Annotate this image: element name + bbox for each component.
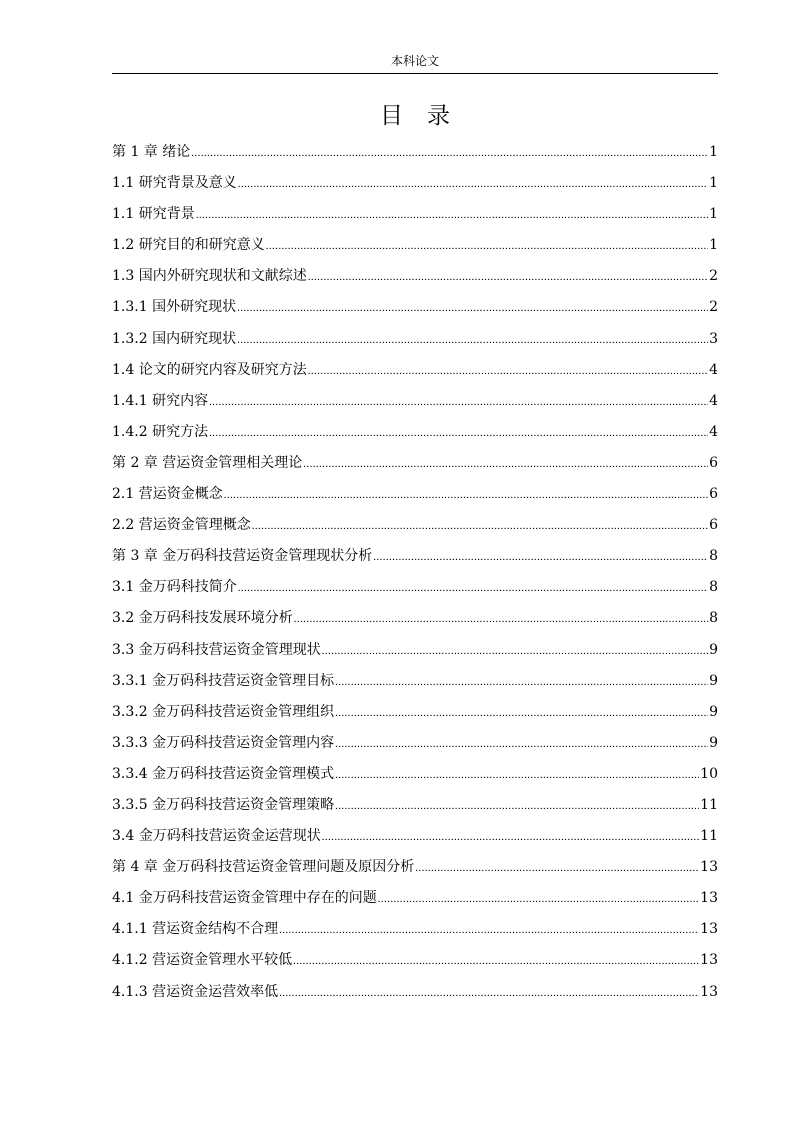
page-header-text: 本科论文 xyxy=(390,54,439,68)
toc-dot-leader xyxy=(415,853,699,884)
toc-entry-page-number: 4 xyxy=(709,361,718,378)
toc-entry[interactable] xyxy=(112,603,718,634)
toc-entry-label: 1.4 论文的研究内容及研究方法 xyxy=(112,361,307,378)
toc-entry-page-number: 4 xyxy=(709,423,718,440)
toc-entry-label: 1.1 研究背景 xyxy=(112,206,195,223)
toc-entry-page-number: 11 xyxy=(700,828,718,845)
toc-dot-leader xyxy=(252,511,708,542)
toc-entry[interactable] xyxy=(112,479,718,510)
toc-entry-label: 4.1.1 营运资金结构不合理 xyxy=(112,921,279,938)
toc-entry-page-number: 11 xyxy=(700,796,718,813)
toc-dot-leader xyxy=(266,231,708,262)
toc-dot-leader xyxy=(335,667,708,698)
table-of-contents xyxy=(112,137,718,1008)
toc-entry-label: 4.1.2 营运资金管理水平较低 xyxy=(112,952,293,969)
toc-entry-page-number: 10 xyxy=(700,765,718,782)
toc-entry-label: 1.4.1 研究内容 xyxy=(112,392,209,409)
toc-entry-page-number: 9 xyxy=(709,703,718,720)
toc-entry[interactable] xyxy=(112,261,718,292)
toc-entry[interactable] xyxy=(112,945,718,976)
toc-dot-leader xyxy=(303,449,708,480)
toc-entry-label: 1.4.2 研究方法 xyxy=(112,423,209,440)
toc-entry[interactable] xyxy=(112,883,718,914)
toc-entry-page-number: 1 xyxy=(709,175,718,192)
toc-entry-page-number: 6 xyxy=(709,517,718,534)
toc-entry-page-number: 8 xyxy=(709,548,718,565)
toc-dot-leader xyxy=(279,915,699,946)
toc-entry-label: 第 3 章 金万码科技营运资金管理现状分析 xyxy=(112,548,373,565)
toc-dot-leader xyxy=(322,822,699,853)
page-header xyxy=(112,52,718,74)
toc-dot-leader xyxy=(191,138,708,169)
toc-entry[interactable] xyxy=(112,759,718,790)
toc-entry-label: 3.3.1 金万码科技营运资金管理目标 xyxy=(112,672,335,689)
toc-entry-page-number: 6 xyxy=(709,486,718,503)
toc-entry-label: 3.3.3 金万码科技营运资金管理内容 xyxy=(112,734,335,751)
toc-entry[interactable] xyxy=(112,137,718,168)
toc-entry[interactable] xyxy=(112,790,718,821)
toc-entry-label: 3.3.5 金万码科技营运资金管理策略 xyxy=(112,796,335,813)
toc-entry-page-number: 4 xyxy=(709,392,718,409)
toc-entry[interactable] xyxy=(112,977,718,1008)
toc-dot-leader xyxy=(378,884,699,915)
toc-entry[interactable] xyxy=(112,199,718,230)
toc-entry-page-number: 1 xyxy=(709,237,718,254)
toc-entry-label: 1.2 研究目的和研究意义 xyxy=(112,237,265,254)
toc-entry[interactable] xyxy=(112,852,718,883)
toc-entry-label: 2.2 营运资金管理概念 xyxy=(112,517,251,534)
toc-entry-label: 第 1 章 绪论 xyxy=(112,144,191,160)
toc-entry[interactable] xyxy=(112,541,718,572)
toc-dot-leader xyxy=(196,200,708,231)
toc-entry-label: 4.1.3 营运资金运营效率低 xyxy=(112,983,279,1000)
toc-entry[interactable] xyxy=(112,168,718,199)
toc-entry-page-number: 1 xyxy=(709,144,718,160)
toc-dot-leader xyxy=(335,760,699,791)
toc-entry-label: 1.3.2 国内研究现状 xyxy=(112,330,237,347)
toc-dot-leader xyxy=(335,698,708,729)
toc-entry-page-number: 9 xyxy=(709,734,718,751)
toc-entry[interactable] xyxy=(112,448,718,479)
toc-entry-label: 3.2 金万码科技发展环境分析 xyxy=(112,610,293,627)
toc-dot-leader xyxy=(294,604,708,635)
toc-entry[interactable] xyxy=(112,697,718,728)
toc-entry[interactable] xyxy=(112,666,718,697)
toc-title: 目录 xyxy=(380,103,474,129)
toc-dot-leader xyxy=(279,978,699,1009)
toc-dot-leader xyxy=(238,169,708,200)
toc-entry-label: 4.1 金万码科技营运资金管理中存在的问题 xyxy=(112,890,377,907)
toc-entry[interactable] xyxy=(112,386,718,417)
toc-entry-page-number: 13 xyxy=(700,859,718,876)
toc-entry[interactable] xyxy=(112,635,718,666)
toc-entry-label: 1.3 国内外研究现状和文献综述 xyxy=(112,268,307,285)
toc-entry-page-number: 3 xyxy=(709,330,718,347)
toc-entry-label: 3.3.4 金万码科技营运资金管理模式 xyxy=(112,765,335,782)
toc-entry-label: 3.3.2 金万码科技营运资金管理组织 xyxy=(112,703,335,720)
toc-dot-leader xyxy=(224,480,708,511)
toc-dot-leader xyxy=(335,729,708,760)
toc-entry[interactable] xyxy=(112,355,718,386)
toc-entry-page-number: 1 xyxy=(709,206,718,223)
toc-entry-page-number: 8 xyxy=(709,610,718,627)
toc-entry-page-number: 13 xyxy=(700,921,718,938)
toc-dot-leader xyxy=(238,573,708,604)
toc-dot-leader xyxy=(237,293,708,324)
toc-entry[interactable] xyxy=(112,510,718,541)
toc-entry-label: 2.1 营运资金概念 xyxy=(112,486,223,503)
toc-entry-label: 第 2 章 营运资金管理相关理论 xyxy=(112,454,303,471)
toc-entry[interactable] xyxy=(112,417,718,448)
toc-entry-page-number: 13 xyxy=(700,952,718,969)
toc-entry-label: 3.3 金万码科技营运资金管理现状 xyxy=(112,641,321,658)
toc-entry-page-number: 2 xyxy=(709,268,718,285)
toc-entry[interactable] xyxy=(112,914,718,945)
toc-dot-leader xyxy=(209,418,708,449)
toc-entry-page-number: 13 xyxy=(700,983,718,1000)
toc-dot-leader xyxy=(335,791,699,822)
toc-dot-leader xyxy=(209,387,708,418)
toc-entry-page-number: 2 xyxy=(709,299,718,316)
toc-dot-leader xyxy=(293,946,699,977)
toc-entry[interactable] xyxy=(112,292,718,323)
toc-entry-page-number: 8 xyxy=(709,579,718,596)
toc-entry-label: 3.4 金万码科技营运资金运营现状 xyxy=(112,828,321,845)
toc-entry[interactable] xyxy=(112,821,718,852)
toc-entry-page-number: 6 xyxy=(709,454,718,471)
toc-entry-page-number: 9 xyxy=(709,641,718,658)
toc-entry[interactable] xyxy=(112,230,718,261)
toc-entry-label: 1.1 研究背景及意义 xyxy=(112,175,237,192)
toc-dot-leader xyxy=(373,542,708,573)
toc-entry[interactable] xyxy=(112,324,718,355)
toc-entry-label: 1.3.1 国外研究现状 xyxy=(112,299,237,316)
toc-entry-label: 3.1 金万码科技简介 xyxy=(112,579,237,596)
toc-dot-leader xyxy=(308,356,708,387)
toc-entry-page-number: 13 xyxy=(700,890,718,907)
toc-dot-leader xyxy=(308,262,708,293)
toc-entry[interactable] xyxy=(112,728,718,759)
toc-dot-leader xyxy=(237,325,708,356)
toc-entry-label: 第 4 章 金万码科技营运资金管理问题及原因分析 xyxy=(112,859,415,876)
toc-entry-page-number: 9 xyxy=(709,672,718,689)
toc-entry[interactable] xyxy=(112,572,718,603)
toc-dot-leader xyxy=(322,636,708,667)
